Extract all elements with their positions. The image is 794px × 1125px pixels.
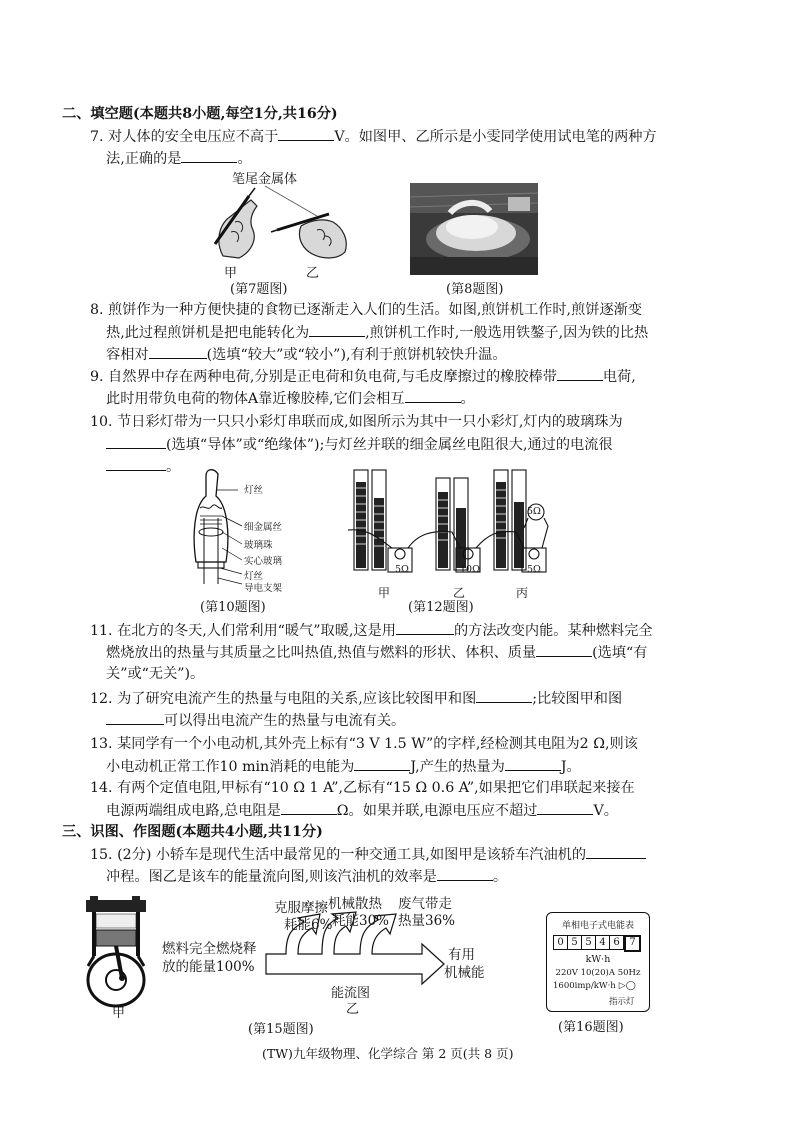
text: 热量36% bbox=[398, 913, 456, 929]
text: Ω。如果并联,电源电压应不超过 bbox=[336, 803, 538, 819]
text: ;比较图甲和图 bbox=[532, 691, 623, 707]
fig12-label-a: 甲 bbox=[378, 586, 391, 600]
section-2-title: 二、填空题(本题共8小题,每空1分,共16分) bbox=[62, 106, 338, 122]
fig15-label-a: 甲 bbox=[112, 1006, 126, 1021]
answer-blank bbox=[149, 344, 207, 359]
fig12-resistor-extra: 5Ω bbox=[527, 506, 541, 517]
text: 9. 自然界中存在两种电荷,分别是正电荷和负电荷,与毛皮摩擦过的橡胶棒带 bbox=[90, 369, 557, 385]
question-8-line3 bbox=[106, 344, 507, 365]
answer-blank bbox=[106, 456, 166, 471]
fig8-caption: (第8题图) bbox=[446, 282, 504, 297]
fig10-label-filament-2: 灯丝 bbox=[244, 571, 264, 582]
text: 此时用带负电荷的物体A靠近橡胶棒,它们会相互 bbox=[106, 391, 405, 407]
text: 耗能6% bbox=[284, 917, 333, 933]
fig12-resistor-1: 5Ω bbox=[395, 564, 409, 575]
answer-blank bbox=[281, 800, 337, 815]
question-10-line1: 10. 节日彩灯带为一只只小彩灯串联而成,如图所示为其中一只小彩灯,灯内的玻璃珠为 bbox=[90, 414, 623, 430]
fig12-label-b: 乙 bbox=[453, 586, 466, 600]
text: 11. 在北方的冬天,人们常利用“暖气”取暖,这是用 bbox=[90, 623, 396, 639]
text: 机械能 bbox=[444, 965, 485, 981]
fig10-label-solid-glass: 实心玻璃 bbox=[244, 556, 283, 567]
text: J。 bbox=[560, 759, 581, 775]
fig7-tester-pen-image bbox=[205, 186, 355, 266]
text: 机械散热 bbox=[328, 896, 382, 912]
fig12-resistor-2: 10Ω bbox=[460, 564, 480, 575]
fig16-unit: kW·h bbox=[585, 954, 611, 965]
text: 耗能30% bbox=[332, 913, 390, 929]
question-7-line1 bbox=[90, 126, 657, 147]
answer-blank bbox=[437, 866, 493, 881]
fig12-resistor-3: 5Ω bbox=[527, 564, 541, 575]
question-14-line1: 14. 有两个定值电阻,甲标有“10 Ω 1 A”,乙标有“15 Ω 0.6 A”,如果把它们串联起来接在 bbox=[90, 780, 635, 796]
text: 废气带走 bbox=[398, 896, 452, 912]
text: 15. (2分) 小轿车是现代生活中最常见的一种交通工具,如图甲是该轿车汽油机的 bbox=[90, 847, 587, 863]
answer-blank bbox=[537, 800, 593, 815]
fig16-digit-display bbox=[553, 935, 641, 952]
fig12-caption: (第12题图) bbox=[408, 600, 474, 615]
text: 燃料完全燃烧释 bbox=[162, 941, 257, 957]
answer-blank bbox=[309, 322, 365, 337]
answer-blank bbox=[396, 620, 454, 635]
answer-blank bbox=[181, 148, 237, 163]
indicator-icon: ▷◯ bbox=[618, 981, 636, 991]
question-13-line1: 13. 某同学有一个小电动机,其外壳上标有“3 V 1.5 W”的字样,经检测其电阻为2 Ω,则该 bbox=[90, 736, 638, 752]
fig16-indicator-label: 指示灯 bbox=[609, 997, 635, 1007]
answer-blank bbox=[557, 366, 603, 381]
fig8-pancake-machine-photo bbox=[410, 183, 538, 275]
fig15-flow-title: 能流图 bbox=[331, 986, 371, 1001]
fig15-engine-diagram bbox=[80, 894, 162, 1012]
text: 。 bbox=[166, 459, 181, 475]
fig16-caption: (第16题图) bbox=[558, 1020, 624, 1035]
fig7-label-b: 乙 bbox=[306, 266, 320, 281]
page-footer: (TW)九年级物理、化学综合 第 2 页(共 8 页) bbox=[262, 1046, 514, 1061]
text: 的方法改变内能。某种燃料完全 bbox=[453, 623, 653, 639]
text: 容相对 bbox=[106, 347, 149, 363]
text: J,产生的热量为 bbox=[410, 759, 505, 775]
fig15-label-b: 乙 bbox=[346, 1002, 360, 1017]
question-12-line2 bbox=[106, 710, 405, 731]
question-9-line1 bbox=[90, 366, 636, 387]
text: (选填“导体”或“绝缘体”);与灯丝并联的细金属丝电阻很大,通过的电流很 bbox=[166, 437, 613, 453]
fig15-input-energy bbox=[162, 940, 257, 976]
answer-blank bbox=[106, 434, 166, 449]
question-11-line2 bbox=[106, 642, 648, 663]
fig10-label-support: 导电支架 bbox=[244, 583, 283, 594]
text: 小电动机正常工作10 min消耗的电能为 bbox=[106, 759, 355, 775]
question-10-line2 bbox=[106, 434, 613, 455]
fig16-digit: 6 bbox=[610, 935, 624, 950]
fig10-label-filament: 灯丝 bbox=[244, 485, 264, 496]
answer-blank bbox=[536, 642, 592, 657]
text: V。如图甲、乙所示是小雯同学使用试电笔的两种方 bbox=[334, 129, 657, 145]
section-3-title: 三、识图、作图题(本题共4小题,共11分) bbox=[62, 824, 323, 840]
fig10-label-glass-bead: 玻璃珠 bbox=[244, 540, 273, 551]
text: (选填“有 bbox=[592, 645, 648, 661]
fig12-label-c: 丙 bbox=[516, 586, 529, 600]
fig16-digit-decimal: 7 bbox=[624, 935, 641, 952]
text: 热,此过程煎饼机是把电能转化为 bbox=[106, 325, 310, 341]
text: 放的能量100% bbox=[162, 959, 255, 975]
question-11-line3: 关”或“无关”)。 bbox=[106, 666, 205, 682]
question-9-line2 bbox=[106, 388, 475, 409]
answer-blank bbox=[106, 710, 164, 725]
text: 电源两端组成电路,总电阻是 bbox=[106, 803, 281, 819]
question-13-line2 bbox=[106, 756, 581, 777]
text: 克服摩擦 bbox=[274, 900, 328, 916]
answer-blank bbox=[505, 756, 561, 771]
text: 冲程。图乙是该车的能量流向图,则该汽油机的效率是 bbox=[106, 869, 437, 885]
fig16-meter-title: 单相电子式电能表 bbox=[561, 921, 634, 931]
answer-blank bbox=[354, 756, 410, 771]
question-8-line2 bbox=[106, 322, 648, 343]
question-8-line1: 8. 煎饼作为一种方便快捷的食物已逐渐走入人们的生活。如图,煎饼机工作时,煎饼逐渐变 bbox=[90, 302, 643, 318]
question-7-line2 bbox=[106, 148, 252, 169]
fig16-energy-meter bbox=[546, 912, 650, 1012]
text: 12. 为了研究电流产生的热量与电阻的关系,应该比较图甲和图 bbox=[90, 691, 477, 707]
text: 1600imp/kW·h bbox=[553, 981, 616, 991]
question-10-line3 bbox=[106, 456, 180, 477]
fig16-digit: 5 bbox=[568, 935, 582, 950]
text: (选填“较大”或“较小”),有利于煎饼机较快升温。 bbox=[206, 347, 507, 363]
question-14-line2 bbox=[106, 800, 618, 821]
question-12-line1 bbox=[90, 688, 622, 709]
fig15-loss-exhaust bbox=[398, 896, 455, 930]
fig15-useful-energy bbox=[444, 946, 485, 982]
text: 。 bbox=[237, 151, 252, 167]
text: 电荷, bbox=[602, 369, 636, 385]
fig7-top-label: 笔尾金属体 bbox=[232, 172, 298, 187]
text: 有用 bbox=[448, 947, 475, 963]
fig10-label-thin-wire: 细金属丝 bbox=[244, 522, 283, 533]
fig16-digit: 4 bbox=[596, 935, 610, 950]
text: 。 bbox=[492, 869, 508, 885]
question-15-line1 bbox=[90, 844, 646, 865]
text: ,煎饼机工作时,一般选用铁鏊子,因为铁的比热 bbox=[365, 325, 649, 341]
fig16-spec1: 220V 10(20)A 50Hz bbox=[555, 968, 641, 978]
fig15-loss-heat bbox=[328, 896, 389, 930]
fig16-spec2 bbox=[553, 981, 636, 991]
fig16-digit: 5 bbox=[582, 935, 596, 950]
fig7-caption: (第7题图) bbox=[230, 282, 288, 297]
text: 可以得出电流产生的热量与电流有关。 bbox=[164, 713, 406, 729]
question-11-line1 bbox=[90, 620, 653, 641]
text: 燃烧放出的热量与其质量之比叫热值,热值与燃料的形状、体积、质量 bbox=[106, 645, 537, 661]
fig10-caption: (第10题图) bbox=[200, 600, 266, 615]
text: V。 bbox=[593, 803, 618, 819]
fig15-caption: (第15题图) bbox=[248, 1022, 314, 1037]
answer-blank bbox=[278, 126, 334, 141]
text: 法,正确的是 bbox=[106, 151, 182, 167]
text: 7. 对人体的安全电压应不高于 bbox=[90, 129, 279, 145]
answer-blank bbox=[476, 688, 532, 703]
answer-blank bbox=[586, 844, 646, 859]
fig7-label-a: 甲 bbox=[224, 266, 238, 281]
answer-blank bbox=[405, 388, 461, 403]
fig16-digit: 0 bbox=[553, 935, 568, 950]
question-15-line2 bbox=[106, 866, 507, 887]
fig15-loss-friction bbox=[274, 900, 332, 934]
text: 。 bbox=[460, 391, 475, 407]
